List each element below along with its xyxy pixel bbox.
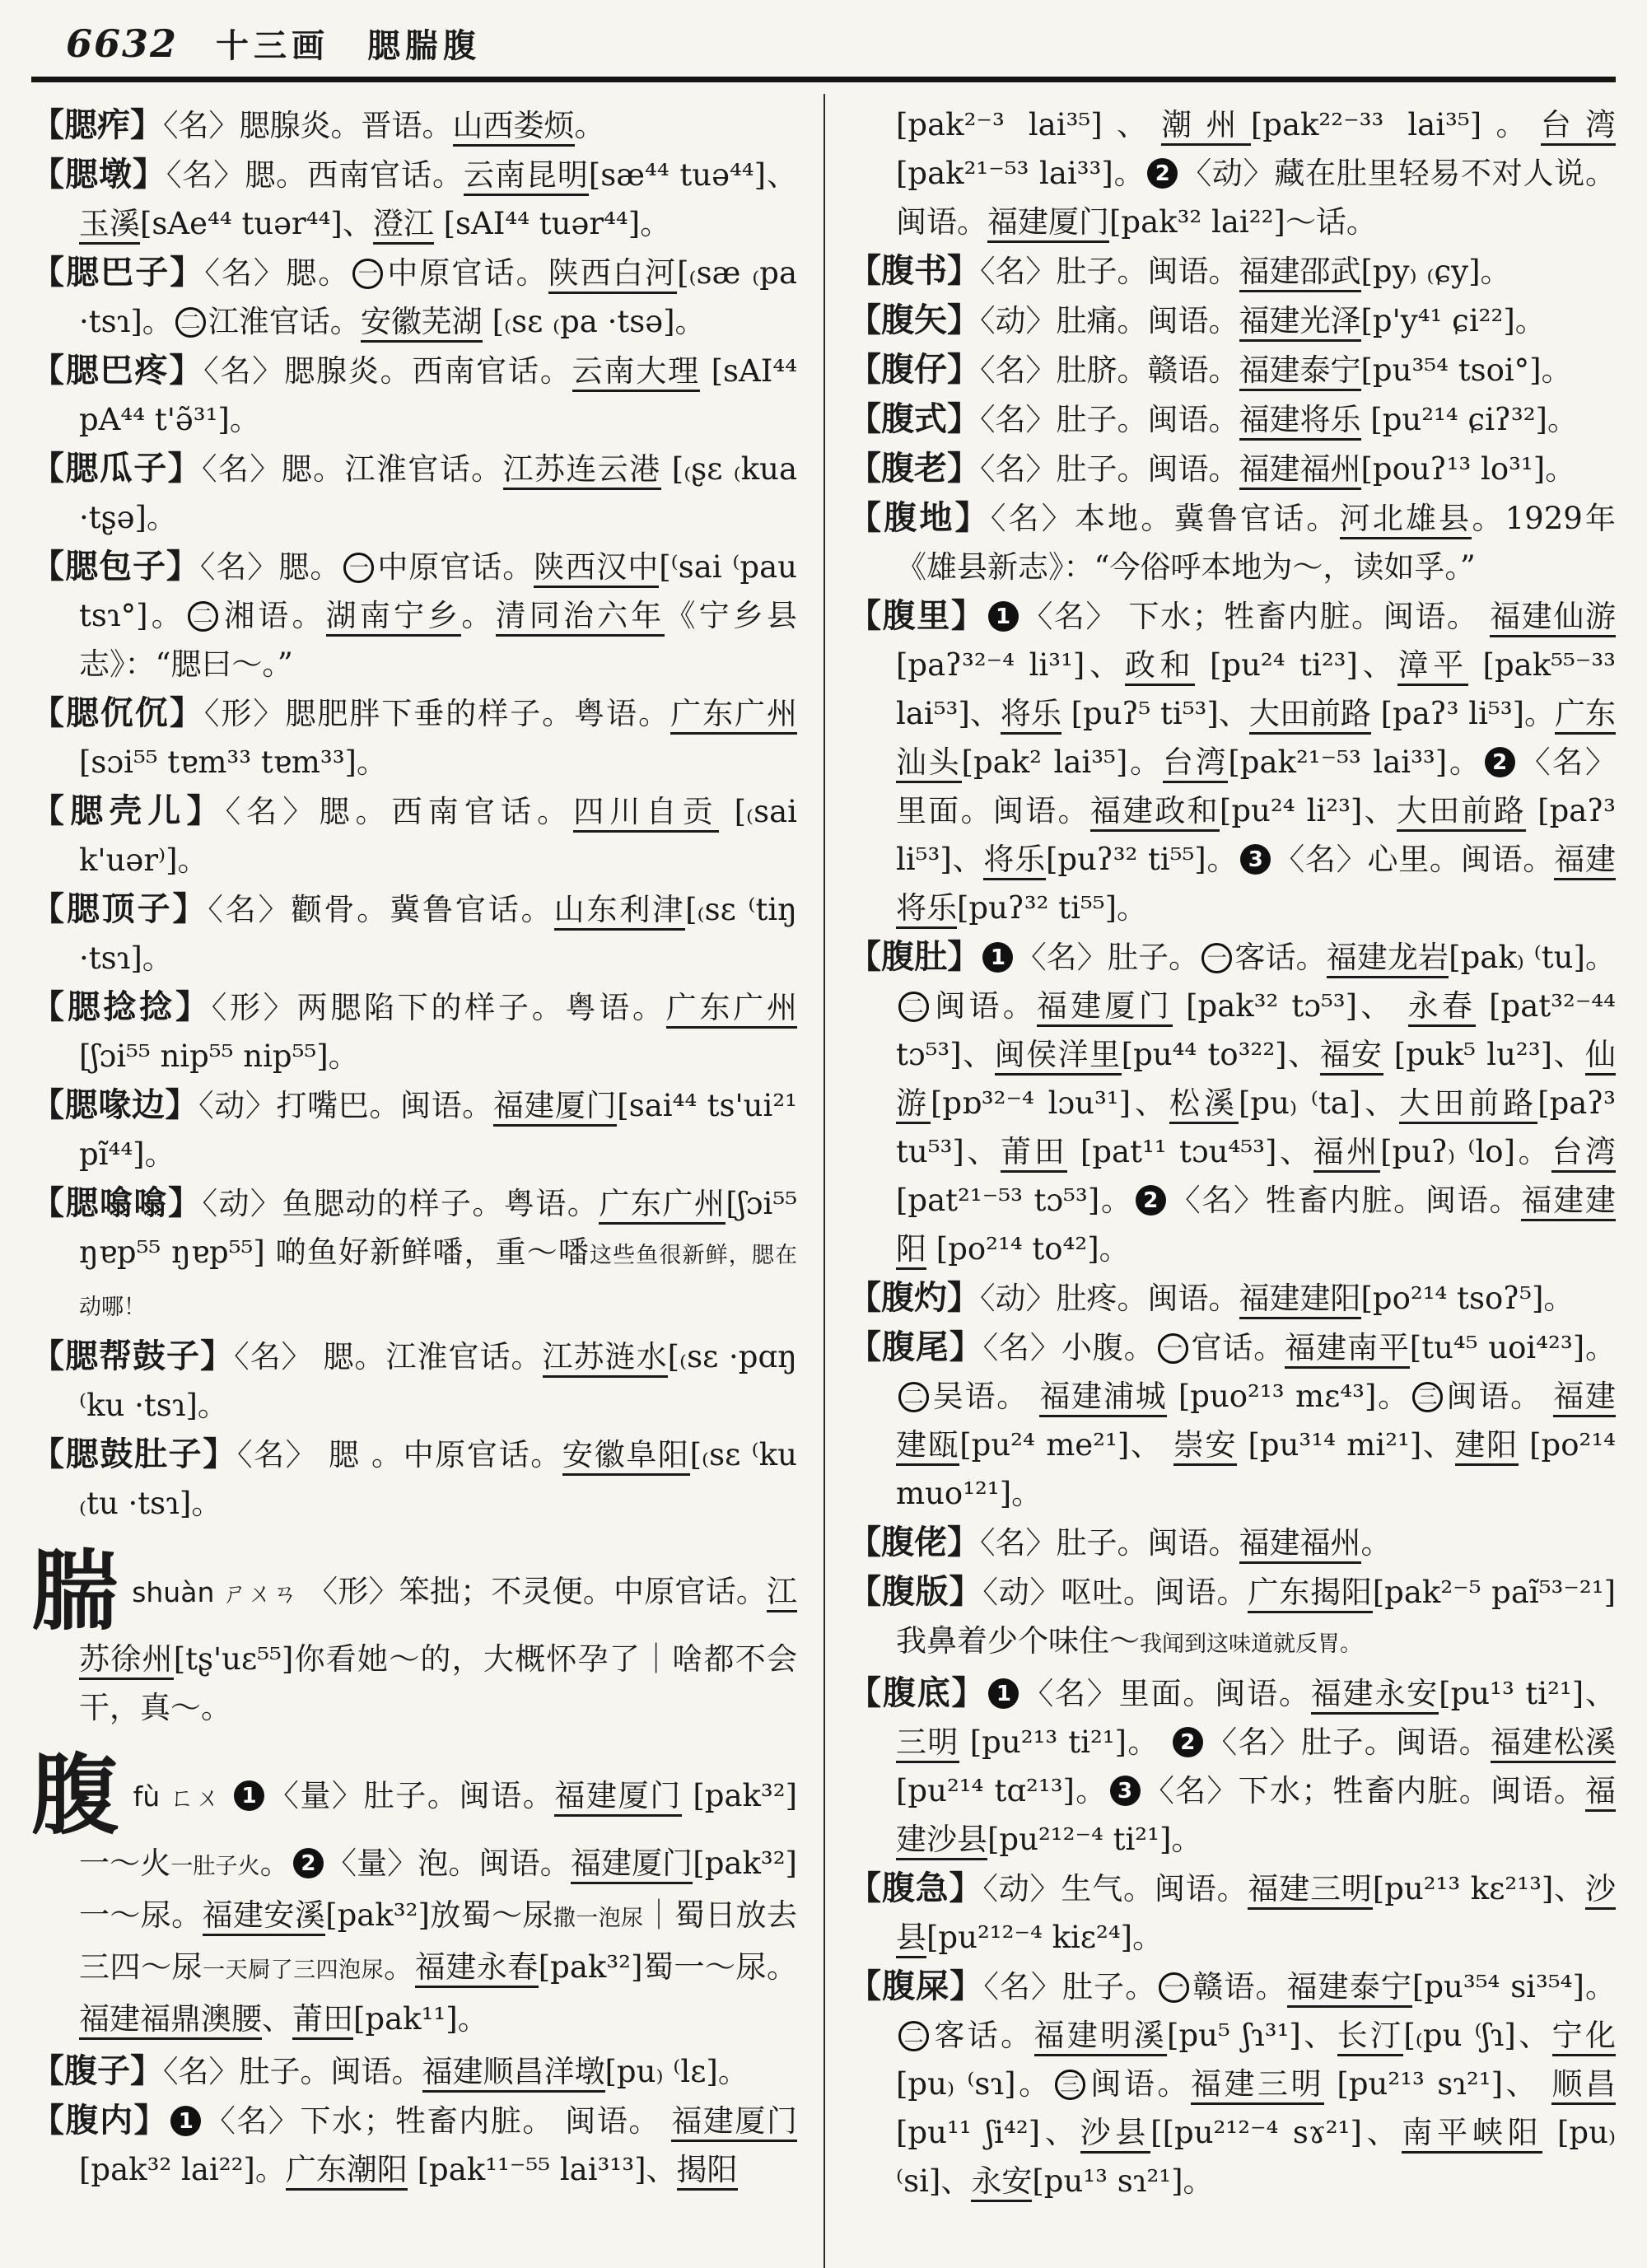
dictionary-entry: 腹fù ㄈㄨ 1 〈量〉肚子。闽语。福建厦门 [pak³²] 一～火一肚子火。 2 〈量〉泡。闽语。福建厦门[pak³²] 一～尿。福建安溪[pak³²]放蜀～尿撒一泡尿｜蜀日放去三四～尿一天屙了三四泡尿。福建永春[pak³²]蜀一～尿。福建福鼎澳腰、莆田[pak¹¹]。 (31, 1752, 797, 2043)
headword: 【腮包子】 (31, 547, 200, 586)
dialect-place-name: 政和 (1125, 647, 1196, 686)
dialect-place-name: 沙县 (1080, 2115, 1151, 2154)
dialect-place-name: 大田前路 (1397, 793, 1526, 832)
dialect-place-name: 福建厦门 (554, 1778, 682, 1817)
dialect-place-name: 福建沙县 (896, 1773, 1616, 1860)
dictionary-entry: [pak²⁻³ lai³⁵]、潮州[pak²²⁻³³ lai³⁵]。台湾[pak²¹⁻⁵³ lai³³]。 2 〈动〉藏在肚里轻易不对人说。闽语。福建厦门[pak³² lai²²]～话。 (848, 100, 1616, 246)
dialect-place-name: 福建政和 (1090, 793, 1220, 832)
dialect-place-name: 福建福州 (1239, 1525, 1361, 1564)
headword: 【腮墩】 (31, 155, 166, 194)
dialect-place-name: 广东揭阳 (1248, 1575, 1372, 1613)
dictionary-entry: 【腮痄】〈名〉腮腺炎。晋语。山西娄烦。 (31, 100, 797, 150)
circled-subsense-icon: 一 (1201, 943, 1232, 973)
dictionary-entry: 【腹底】 1 〈名〉里面。闽语。福建永安[pu¹³ ti²¹]、三明 [pu²¹³ ti²¹]。 2 〈名〉肚子。闽语。福建松溪[pu²¹⁴ tɑ²¹³]。 3 〈名〉下水；牲畜内脏。闽语。福建沙县[pu²¹²⁻⁴ ti²¹]。 (848, 1668, 1616, 1864)
headword: 【腹内】 (31, 2101, 169, 2140)
dictionary-entry: 【腹矢】〈动〉肚痛。闽语。福建光泽[p'y⁴¹ ɕi²²]。 (848, 296, 1616, 345)
dialect-place-name: 漳平 (1397, 647, 1468, 686)
dialect-place-name: 福建泰宁 (1239, 352, 1361, 391)
dictionary-entry: 【腮巴疼】〈名〉腮腺炎。西南官话。云南大理 [sAI⁴⁴ pA⁴⁴ t'ə̃³¹]。 (31, 351, 798, 437)
headword: 【腹书】 (848, 251, 980, 290)
dialect-place-name: 山东利津 (554, 892, 686, 931)
pinyin-reading: shuàn (132, 1576, 215, 1608)
circled-subsense-icon: 二 (175, 307, 206, 338)
sense-number-icon: 2 (293, 1848, 324, 1878)
dialect-place-name: 建阳 (1455, 1427, 1519, 1466)
headword: 【腮噏噏】 (31, 1183, 203, 1222)
dialect-place-name: 云南昆明 (464, 157, 589, 196)
dictionary-entry: 【腮伔伔】〈形〉腮肥胖下垂的样子。粤语。广东广州[sɔi⁵⁵ tɐm³³ tɐm³³]。 (31, 693, 798, 780)
headword: 【腮痄】 (31, 105, 163, 144)
dictionary-entry: 【腮瓜子】〈名〉腮。江淮官话。江苏连云港 [₍ʂɛ ₍kua ·tʂə]。 (31, 449, 798, 535)
sense-number-icon: 2 (1173, 1727, 1203, 1757)
dialect-place-name: 福建松溪 (1491, 1724, 1616, 1763)
dictionary-entry: 【腹地】〈名〉本地。冀鲁官话。河北雄县。1929年《雄县新志》：“今俗呼本地为～，读如孚。” (848, 498, 1617, 585)
circled-subsense-icon: 三 (1412, 1382, 1443, 1412)
dialect-place-name: 福建永安 (1311, 1676, 1439, 1715)
gloss-small-text: 撒一泡尿 (553, 1906, 644, 1931)
sense-number-icon: 1 (988, 1678, 1019, 1709)
sense-number-icon: 2 (1136, 1185, 1166, 1216)
circled-subsense-icon: 一 (1159, 1972, 1189, 2003)
sense-number-icon: 1 (170, 2106, 201, 2136)
dialect-place-name: 安徽芜湖 (361, 304, 483, 343)
dialect-place-name: 福建厦门 (493, 1088, 617, 1127)
headword: 【腹灼】 (848, 1278, 980, 1317)
dialect-place-name: 云南大理 (572, 353, 700, 392)
head-character: 腨 (31, 1539, 119, 1642)
dialect-place-name: 山西娄烦 (453, 108, 575, 147)
dialect-place-name: 大田前路 (1249, 696, 1371, 735)
circled-subsense-icon: 二 (898, 2021, 929, 2051)
dialect-place-name: 三明 (896, 1724, 959, 1763)
dictionary-entry: 【腹佬】〈名〉肚子。闽语。福建福州。 (848, 1518, 1616, 1567)
dialect-place-name: 福建龙岩 (1327, 940, 1449, 978)
circled-subsense-icon: 一 (352, 259, 383, 289)
dialect-place-name: 宁化 (1552, 2018, 1616, 2056)
zhuyin-reading: ㄕㄨㄢ (222, 1580, 298, 1608)
headword: 【腮巴子】 (31, 253, 205, 292)
dialect-place-name: 江苏连云港 (503, 451, 661, 490)
dictionary-entry: 【腹急】〈动〉生气。闽语。福建三明[pu²¹³ kɛ²¹³]、沙县[pu²¹²⁻⁴ kiɛ²⁴]。 (848, 1864, 1616, 1962)
dialect-place-name: 台湾 (1163, 744, 1229, 783)
dialect-place-name: 福建邵武 (1239, 254, 1361, 292)
headword: 【腮顶子】 (31, 889, 208, 928)
dialect-place-name: 福建安溪 (203, 1897, 326, 1936)
dialect-place-name: 清同治六年 (496, 598, 665, 637)
dialect-place-name: 潮州 (1161, 107, 1251, 146)
dialect-place-name: 福建厦门 (671, 2103, 797, 2142)
dialect-place-name: 广东汕头 (896, 696, 1616, 783)
dialect-place-name: 陕西汉中 (534, 549, 659, 588)
dialect-place-name: 广东广州 (599, 1186, 726, 1225)
circled-subsense-icon: 三 (1055, 2070, 1085, 2100)
headword: 【腹里】 (848, 596, 986, 635)
dialect-place-name: 河北雄县 (1340, 501, 1472, 539)
dialect-place-name: 松溪 (1169, 1085, 1239, 1124)
headword: 【腹子】 (31, 2051, 163, 2090)
dialect-place-name: 莆田 (1001, 1134, 1067, 1173)
headword: 【腹老】 (848, 449, 980, 488)
dialect-place-name: 大田前路 (1399, 1085, 1537, 1124)
dialect-place-name: 福建明溪 (1034, 2018, 1168, 2056)
dialect-place-name: 莆田 (292, 2001, 353, 2040)
dialect-place-name: 仙游 (896, 1037, 1616, 1124)
dialect-place-name: 澄江 (373, 206, 434, 245)
headword: 【腮鼓肚子】 (31, 1435, 237, 1473)
header-rule (31, 77, 1616, 82)
column-divider (824, 94, 825, 2268)
headword: 【腹矢】 (848, 301, 980, 339)
headword: 【腹仔】 (848, 350, 980, 389)
left-column (31, 100, 797, 2205)
dictionary-entry: 【腮帮鼓子】〈名〉 腮。江淮官话。江苏涟水[₍sɛ ·pɑŋ ⁽ku ·tsɿ]。 (31, 1337, 798, 1423)
dialect-place-name: 广东广州 (666, 990, 797, 1029)
sense-number-icon: 3 (1110, 1776, 1141, 1806)
dialect-place-name: 福建厦门 (987, 204, 1109, 243)
dialect-place-name: 福建将乐 (896, 842, 1616, 929)
dictionary-entry: 【腹版】〈动〉呕吐。闽语。广东揭阳[pak²⁻⁵ paĩ⁵³⁻²¹] 我鼻着少个味住～我闻到这味道就反胃。 (848, 1572, 1617, 1659)
dictionary-entry: 【腮墩】〈名〉腮。西南官话。云南昆明[sæ⁴⁴ tuə⁴⁴]、玉溪[sAe⁴⁴ tuər⁴⁴]、澄江 [sAI⁴⁴ tuər⁴⁴]。 (31, 150, 797, 248)
dialect-place-name: 台湾 (1551, 1134, 1616, 1173)
dialect-place-name: 福安 (1320, 1037, 1383, 1076)
headword: 【腹佬】 (848, 1523, 980, 1561)
dialect-place-name: 福建将乐 (1239, 402, 1361, 441)
dialect-place-name: 福建南平 (1285, 1330, 1410, 1369)
headword: 【腹急】 (848, 1869, 983, 1907)
dialect-place-name: 福建浦城 (1039, 1379, 1167, 1417)
sense-number-icon: 1 (982, 942, 1013, 973)
headword: 【腹屎】 (848, 1967, 984, 2005)
circled-subsense-icon: 一 (1158, 1333, 1188, 1364)
headword: 【腮喙边】 (31, 1085, 199, 1124)
dialect-place-name: 广东广州 (670, 696, 797, 735)
dialect-place-name: 将乐 (983, 842, 1046, 880)
headword: 【腹地】 (848, 498, 991, 537)
dialect-place-name: 福建建阳 (896, 1183, 1616, 1270)
sense-number-icon: 2 (1485, 747, 1515, 777)
dialect-place-name: 福建泰宁 (1287, 1969, 1412, 2008)
pinyin-reading: fù (133, 1780, 161, 1813)
zhuyin-reading: ㄈㄨ (168, 1784, 222, 1813)
circled-subsense-icon: 二 (898, 992, 929, 1022)
dialect-place-name: 湖南宁乡 (326, 598, 462, 637)
headword: 【腮巴疼】 (31, 351, 204, 390)
dialect-place-name: 将乐 (1001, 696, 1061, 735)
dictionary-entry: 【腮鼓肚子】〈名〉 腮 。中原官话。安徽阜阳[₍sɛ ⁽ku ₍tu ·tsɿ]。 (31, 1435, 798, 1521)
dialect-place-name: 福建仙游 (1490, 599, 1616, 637)
dialect-place-name: 福建三明 (1191, 2066, 1324, 2105)
gloss-small-text: 这些鱼很新鲜，腮在动哪！ (79, 1243, 798, 1320)
dictionary-entry: 【腹书】〈名〉肚子。闽语。福建邵武[py₎ ₍ɕy]。 (848, 246, 1616, 296)
dialect-place-name: 台湾 (1541, 107, 1616, 146)
sense-number-icon: 3 (1240, 844, 1271, 875)
circled-subsense-icon: 一 (343, 553, 374, 583)
dictionary-entry: 【腹式】〈名〉肚子。闽语。福建将乐 [pu²¹⁴ ɕiʔ³²]。 (848, 394, 1616, 444)
dialect-place-name: 福州 (1313, 1134, 1380, 1173)
dialect-place-name: 福建光泽 (1239, 303, 1361, 342)
dictionary-entry: 【腮噏噏】〈动〉鱼腮动的样子。粤语。广东广州[ʃɔi⁵⁵ ŋɐp⁵⁵ ŋɐp⁵⁵] 啲鱼好新鲜噃，重～噃这些鱼很新鲜，腮在动哪！ (31, 1183, 798, 1320)
sense-number-icon: 2 (1147, 158, 1178, 189)
dictionary-entry: 【腮包子】〈名〉腮。 一 中原官话。陕西汉中[⁽sai ⁽pau tsɿ°]。 二 湘语。湖南宁乡。清同治六年《宁乡县志》：“腮曰～。” (31, 547, 798, 682)
dialect-place-name: 长汀 (1337, 2018, 1404, 2056)
dialect-place-name: 江苏涟水 (543, 1339, 668, 1378)
dictionary-entry: 【腮巴子】〈名〉腮。 一 中原官话。陕西白河[₍sæ ₍pa ·tsɿ]。 二 江淮官话。安徽芜湖 [₍sɛ ₍pa ·tsə]。 (31, 248, 797, 346)
dialect-place-name: 玉溪 (79, 206, 140, 245)
headword: 【腹版】 (848, 1572, 983, 1611)
headword: 【腮捻捻】 (31, 987, 212, 1026)
dialect-place-name: 广东潮阳 (286, 2152, 408, 2191)
dialect-place-name: 四川自贡 (573, 794, 718, 833)
dictionary-entry: 【腹内】 1 〈名〉下水；牲畜内脏。 闽语。 福建厦门[pak³² lai²²]。广东潮阳 [pak¹¹⁻⁵⁵ lai³¹³]、揭阳 (31, 2096, 797, 2194)
dictionary-entry: 【腹老】〈名〉肚子。闽语。福建福州[pouʔ¹³ lo³¹]。 (848, 444, 1616, 493)
headword: 【腮瓜子】 (31, 449, 203, 488)
dictionary-entry: 【腹灼】〈动〉肚疼。闽语。福建建阳[po²¹⁴ tsoʔ⁵]。 (848, 1273, 1616, 1323)
dialect-place-name: 福建顺昌洋墩 (422, 2054, 605, 2093)
dialect-place-name: 福建厦门 (1037, 988, 1173, 1027)
dialect-place-name: 闽侯洋里 (995, 1037, 1122, 1076)
page-number: 6632 (66, 21, 179, 66)
circled-subsense-icon: 二 (898, 1382, 929, 1412)
head-character: 腹 (31, 1743, 120, 1846)
headword: 【腹肚】 (848, 937, 981, 976)
gloss-small-text: 一肚子火 (170, 1854, 260, 1879)
sense-number-icon: 1 (988, 601, 1019, 632)
gloss-small-text: 我闻到这味道就反胃。 (1140, 1631, 1362, 1657)
dialect-place-name: 江苏徐州 (79, 1574, 797, 1680)
headword: 【腮伔伔】 (31, 693, 204, 732)
dictionary-entry: 【腮顶子】〈名〉颧骨。冀鲁官话。山东利津[₍sɛ ⁽tiŋ ·tsɿ]。 (31, 889, 798, 976)
dictionary-entry: 【腹屎】〈名〉肚子。 一 赣语。福建泰宁[pu³⁵⁴ si³⁵⁴]。二 客话。福建明溪[pu⁵ ʃɿ³¹]、长汀[₍pu ⁽ʃɿ]、宁化[pu₎ ⁽sɿ]。 三 闽语。福建三明 [pu²¹³ sɿ²¹]、 顺昌[pu¹¹ ʃi⁴²]、沙县[[pu²¹²⁻⁴ sɤ²¹]、南平峡阳 [pu₎ ⁽si]、永安[pu¹³ sɿ²¹]。 (848, 1962, 1616, 2205)
dictionary-entry: 【腹肚】 1 〈名〉肚子。 一 客话。福建龙岩[pak₎ ⁽tu]。二 闽语。福建厦门 [pak³² tɔ⁵³]、 永春 [pat³²⁻⁴⁴ tɔ⁵³]、闽侯洋里[pu⁴⁴ to³²²]、福安 [puk⁵ lu²³]、仙游[pɒ³²⁻⁴ lɔu³¹]、松溪[pu₎ ⁽ta]、大田前路[paʔ³ tu⁵³]、莆田 [pat¹¹ tɔu⁴⁵³]、福州[puʔ₎ ⁽lo]。台湾 [pat²¹⁻⁵³ tɔ⁵³]。 2 〈名〉牲畜内脏。闽语。福建建阳 [po²¹⁴ to⁴²]。 (848, 932, 1616, 1273)
dialect-place-name: 崇安 (1173, 1427, 1237, 1466)
dictionary-entry: 【腹尾】〈名〉小腹。 一 官话。福建南平[tu⁴⁵ uoi⁴²³]。二 吴语。 福建浦城 [puo²¹³ mɛ⁴³]。 三 闽语。 福建建瓯[pu²⁴ me²¹]、 崇安 [pu³¹⁴ mi²¹]、建阳 [po²¹⁴ muo¹²¹]。 (848, 1328, 1617, 1511)
two-column-body (31, 100, 1616, 2205)
dialect-place-name: 顺昌 (1551, 2066, 1616, 2105)
section-characters-header: 腮腨腹 (367, 26, 482, 65)
dictionary-entry: 【腹仔】〈名〉肚脐。赣语。福建泰宁[pu³⁵⁴ tsoi°]。 (848, 345, 1616, 394)
dialect-place-name: 永安 (971, 2163, 1032, 2202)
headword: 【腹尾】 (848, 1328, 983, 1366)
right-column (848, 100, 1616, 2205)
dictionary-entry: 【腮捻捻】〈形〉两腮陷下的样子。粤语。广东广州[ʃɔi⁵⁵ nip⁵⁵ nip⁵⁵]。 (31, 987, 797, 1074)
circled-subsense-icon: 二 (188, 601, 218, 632)
headword: 【腮壳儿】 (31, 791, 226, 830)
page-header (31, 20, 1616, 67)
dialect-place-name: 福建永春 (415, 1949, 539, 1988)
dictionary-entry: 【腮壳儿】〈名〉腮。西南官话。四川自贡 [₍sai k'uər⁾]。 (31, 791, 798, 878)
dictionary-entry: 【腹里】 1 〈名〉 下水；牲畜内脏。闽语。 福建仙游 [paʔ³²⁻⁴ li³¹]、政和 [pu²⁴ ti²³]、漳平 [pak⁵⁵⁻³³ lai⁵³]、将乐 [puʔ⁵ ti⁵³]、大田前路 [paʔ³ li⁵³]。广东汕头[pak² lai³⁵]。台湾[pak²¹⁻⁵³ lai³³]。 2 〈名〉里面。闽语。福建政和[pu²⁴ li²³]、大田前路 [paʔ³ li⁵³]、将乐[puʔ³² ti⁵⁵]。 3 〈名〉心里。闽语。福建将乐[puʔ³² ti⁵⁵]。 (848, 591, 1616, 932)
dialect-place-name: 福建建瓯 (896, 1379, 1616, 1466)
dialect-place-name: 揭阳 (677, 2152, 738, 2191)
dialect-place-name: 陕西白河 (548, 255, 677, 294)
dialect-place-name: 沙县 (896, 1871, 1616, 1958)
headword: 【腹底】 (848, 1673, 987, 1712)
gloss-small-text: 一天屙了三四泡尿 (203, 1958, 385, 1983)
stroke-count-header: 十三画 (216, 26, 330, 65)
dialect-place-name: 福建福州 (1239, 451, 1361, 490)
headword: 【腹式】 (848, 399, 980, 438)
dialect-place-name: 福建福鼎澳腰 (79, 2001, 262, 2040)
dialect-place-name: 福建厦门 (571, 1846, 693, 1884)
sense-number-icon: 1 (234, 1780, 264, 1811)
dictionary-entry: 腨shuàn ㄕㄨㄢ 〈形〉笨拙；不灵便。中原官话。江苏徐州[tʂ'uɛ⁵⁵]你看她～的，大概怀孕了｜啥都不会干，真～。 (31, 1539, 798, 1725)
dialect-place-name: 福建建阳 (1239, 1281, 1361, 1319)
dictionary-entry: 【腹子】〈名〉肚子。闽语。福建顺昌洋墩[pu₎ ⁽lɛ]。 (31, 2046, 797, 2096)
dictionary-entry: 【腮喙边】〈动〉打嘴巴。闽语。福建厦门[sai⁴⁴ ts'ui²¹ pĩ⁴⁴]。 (31, 1085, 798, 1172)
dialect-place-name: 福建三明 (1248, 1871, 1372, 1910)
headword: 【腮帮鼓子】 (31, 1337, 235, 1375)
dialect-place-name: 安徽阜阳 (562, 1437, 690, 1476)
dialect-place-name: 永春 (1408, 988, 1477, 1027)
dialect-place-name: 南平峡阳 (1402, 2115, 1542, 2154)
